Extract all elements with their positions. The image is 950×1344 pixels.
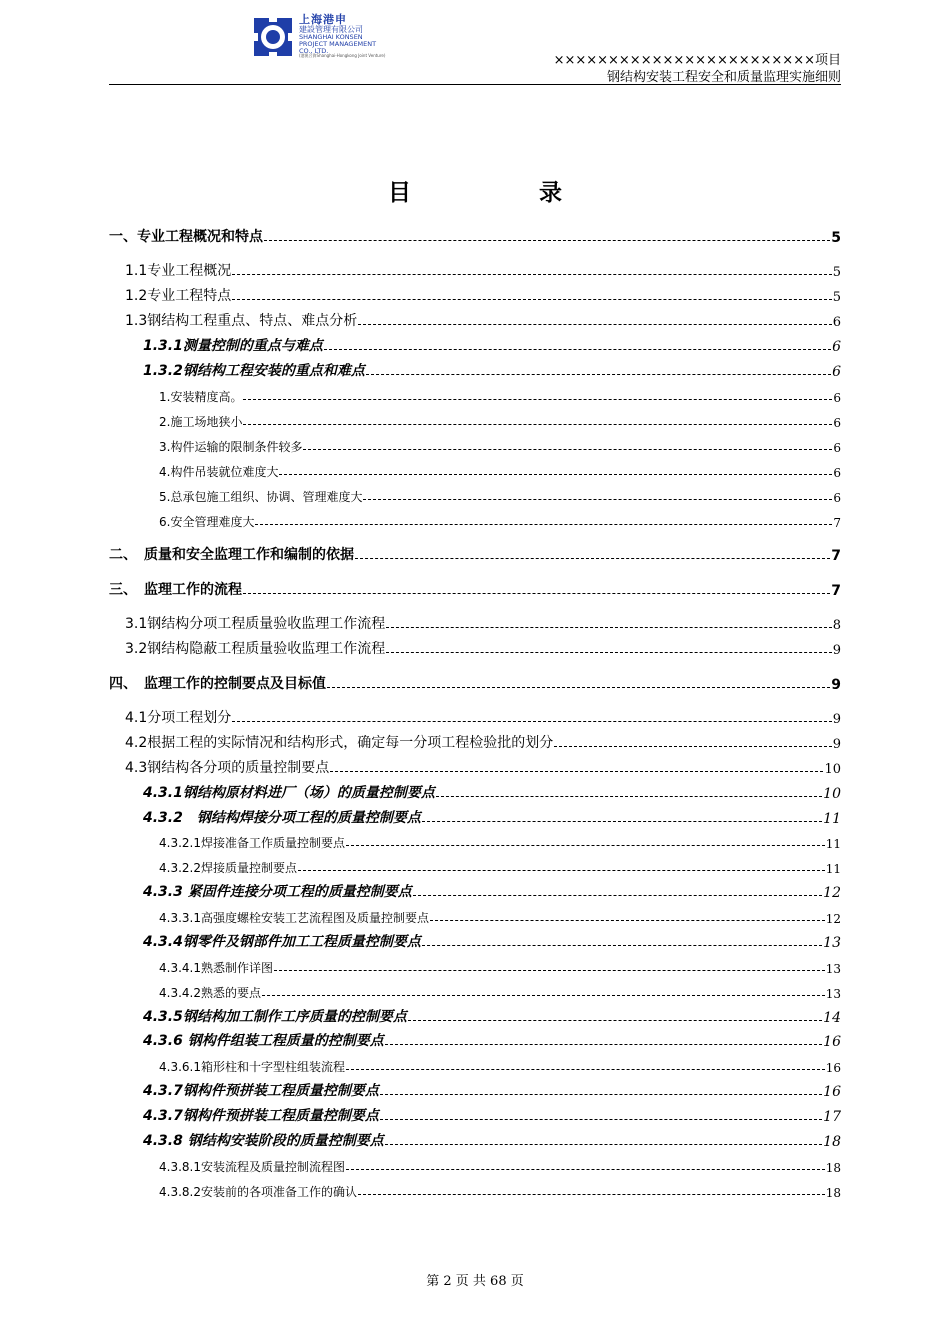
toc-entry[interactable]: [109, 1004, 841, 1026]
toc-entry-leader: [255, 524, 832, 525]
toc-entry-leader: [358, 1194, 825, 1195]
toc-entry[interactable]: [109, 671, 841, 693]
toc-title: 目 录: [387, 180, 622, 206]
toc-entry-page: 12: [825, 912, 841, 926]
page-footer: 第 2 页 共 68 页: [426, 1274, 524, 1289]
toc-entry-leader: [386, 652, 831, 653]
toc-entry-title: 4.1分项工程划分: [125, 710, 232, 726]
toc-entry-title: 4.3.1钢结构原材料进厂（场）的质量控制要点: [143, 785, 435, 801]
toc-entry-leader: [380, 1119, 822, 1120]
toc-entry-title: 4.3.8 钢结构安装阶段的质量控制要点: [143, 1133, 384, 1149]
toc-entry-title: 1.3.2钢结构工程安装的重点和难点: [143, 363, 365, 379]
toc-entry-leader: [243, 399, 832, 400]
toc-entry-title: 1.3钢结构工程重点、特点、难点分析: [125, 313, 358, 329]
toc-entry-title: 4.3.2.1焊接准备工作质量控制要点: [159, 836, 345, 850]
toc-entry-leader: [413, 895, 822, 896]
toc-entry-leader: [385, 1144, 822, 1145]
toc-entry-leader: [358, 324, 831, 325]
toc-entry[interactable]: [109, 1078, 841, 1100]
toc-entry-title: 4.3.6 钢构件组装工程质量的控制要点: [143, 1033, 384, 1049]
toc-entry-page: 18: [823, 1134, 841, 1150]
toc-entry[interactable]: [109, 1128, 841, 1150]
toc-entry-leader: [243, 424, 832, 425]
toc-entry-page: 5: [832, 290, 841, 305]
toc-entry-title: 2.施工场地狭小: [159, 415, 243, 429]
toc-entry-title: 1.安装精度高。: [159, 390, 243, 404]
toc-entry-leader: [380, 1094, 822, 1095]
toc-entry-leader: [303, 449, 832, 450]
toc-entry[interactable]: [109, 1178, 841, 1200]
toc-entry[interactable]: [109, 929, 841, 951]
toc-entry-page: 18: [825, 1161, 841, 1175]
toc-entry[interactable]: [109, 829, 841, 851]
header-project-line: ××××××××××××××××××××××××项目: [553, 53, 841, 68]
toc-entry-title: 4.3.7钢构件预拼装工程质量控制要点: [143, 1083, 379, 1099]
header-doc-title: 钢结构安装工程安全和质量监理实施细则: [606, 70, 841, 85]
toc-entry-page: 6: [833, 491, 841, 505]
company-logo-icon: [252, 16, 294, 58]
toc-entry-leader: [232, 274, 831, 275]
toc-entry-page: 6: [833, 416, 841, 430]
toc-entry-page: 7: [831, 583, 841, 599]
toc-entry[interactable]: [109, 258, 841, 280]
toc-entry-page: 11: [823, 811, 841, 827]
toc-entry-title: 4.3.5钢结构加工制作工序质量的控制要点: [143, 1009, 407, 1025]
logo-company-cn: 上海港申: [299, 13, 347, 26]
toc-entry-leader: [386, 627, 831, 628]
toc-entry-page: 6: [832, 339, 841, 355]
toc-entry[interactable]: [109, 224, 841, 246]
toc-entry[interactable]: [109, 1103, 841, 1125]
logo-company-cn-sub: 建設管理有限公司: [299, 24, 363, 34]
toc-entry-page: 13: [823, 935, 841, 951]
toc-entry-leader: [279, 474, 832, 475]
toc-entry-title: 1.3.1测量控制的重点与难点: [143, 338, 323, 354]
company-logo-text: [299, 14, 385, 59]
toc-entry-page: 6: [833, 466, 841, 480]
toc-entry-page: 10: [824, 762, 841, 777]
toc-entry-title: 4.3.8.2安装前的各项准备工作的确认: [159, 1185, 357, 1199]
toc-entry-leader: [363, 499, 832, 500]
toc-entry-title: 4.3.7钢构件预拼装工程质量控制要点: [143, 1108, 379, 1124]
toc-entry-page: 10: [823, 786, 841, 802]
toc-entry-title: 三、 监理工作的流程: [109, 582, 242, 598]
toc-entry[interactable]: [109, 705, 841, 727]
toc-entry-page: 5: [832, 265, 841, 280]
toc-entry-leader: [346, 1069, 825, 1070]
toc-entry[interactable]: [109, 854, 841, 876]
toc-entry[interactable]: [109, 1153, 841, 1175]
toc-entry-leader: [554, 746, 831, 747]
toc-entry-leader: [385, 1044, 822, 1045]
toc-entry-page: 9: [832, 737, 841, 752]
toc-entry-title: 3.构件运输的限制条件较多: [159, 440, 303, 454]
toc-entry-title: 4.3.6.1箱形柱和十字型柱组装流程: [159, 1060, 345, 1074]
toc-entry-leader: [232, 299, 831, 300]
toc-entry-leader: [232, 721, 831, 722]
toc-entry-page: 5: [831, 230, 841, 246]
toc-entry-leader: [346, 1169, 825, 1170]
toc-entry-leader: [298, 870, 825, 871]
toc-entry-page: 6: [833, 391, 841, 405]
toc-entry[interactable]: [109, 308, 841, 330]
logo-company-en-3: CO., LTD.: [299, 46, 329, 55]
toc-entry[interactable]: [109, 483, 841, 505]
toc-entry-title: 二、 质量和安全监理工作和编制的依据: [109, 547, 354, 563]
toc-entry-title: 1.1专业工程概况: [125, 263, 232, 279]
toc-entry-title: 6.安全管理难度大: [159, 515, 255, 529]
toc-entry-title: 4.3.2.2焊接质量控制要点: [159, 861, 297, 875]
toc-entry[interactable]: [109, 780, 841, 802]
toc-entry[interactable]: [109, 408, 841, 430]
toc-entry-page: 11: [825, 837, 841, 851]
toc-entry-leader: [330, 771, 823, 772]
toc-entry-title: 四、 监理工作的控制要点及目标值: [109, 676, 326, 692]
toc-entry[interactable]: [109, 904, 841, 926]
toc-entry-leader: [422, 821, 822, 822]
toc-entry-leader: [408, 1020, 822, 1021]
toc-entry[interactable]: [109, 508, 841, 530]
header-divider: [109, 84, 841, 85]
toc-entry[interactable]: [109, 283, 841, 305]
toc-entry[interactable]: [109, 636, 841, 658]
toc-entry-leader: [264, 240, 830, 241]
toc-entry-leader: [243, 593, 830, 594]
logo-company-en-note: (港澳合資Shanghai-Hongkong Joint Venture): [299, 53, 386, 59]
toc-entry-page: 17: [823, 1109, 841, 1125]
toc-entry-leader: [422, 945, 822, 946]
toc-entry-title: 4.3.4.2熟悉的要点: [159, 986, 261, 1000]
toc-entry-leader: [430, 920, 825, 921]
toc-entry[interactable]: [109, 879, 841, 901]
toc-entry[interactable]: [109, 730, 841, 752]
toc-entry-title: 4.构件吊装就位难度大: [159, 465, 279, 479]
toc-entry[interactable]: [109, 458, 841, 480]
toc-entry-title: 4.3钢结构各分项的质量控制要点: [125, 760, 330, 776]
toc-entry-leader: [327, 687, 830, 688]
toc-entry-title: 3.1钢结构分项工程质量验收监理工作流程: [125, 616, 386, 632]
toc-entry[interactable]: [109, 577, 841, 599]
toc-entry-page: 9: [832, 712, 841, 727]
toc-entry-leader: [274, 970, 825, 971]
toc-entry[interactable]: [109, 358, 841, 380]
toc-entry-page: 13: [825, 987, 841, 1001]
toc-entry-title: 4.3.4钢零件及钢部件加工工程质量控制要点: [143, 934, 421, 950]
toc-entry[interactable]: [109, 611, 841, 633]
toc-entry-title: 4.3.3 紧固件连接分项工程的质量控制要点: [143, 884, 412, 900]
toc-entry-page: 13: [825, 962, 841, 976]
toc-entry-page: 18: [825, 1186, 841, 1200]
toc-entry-page: 6: [833, 441, 841, 455]
toc-entry-title: 4.3.2 钢结构焊接分项工程的质量控制要点: [143, 810, 421, 826]
toc-entry-leader: [366, 374, 831, 375]
toc-entry-leader: [324, 349, 831, 350]
toc-entry-leader: [346, 845, 825, 846]
logo-company-en-2: PROJECT MANAGEMENT: [299, 39, 377, 48]
toc-entry[interactable]: [109, 954, 841, 976]
toc-entry[interactable]: [109, 1053, 841, 1075]
toc-entry[interactable]: [109, 979, 841, 1001]
toc-entry-title: 5.总承包施工组织、协调、管理难度大: [159, 490, 363, 504]
toc-entry[interactable]: [109, 333, 841, 355]
toc-entry-page: 9: [832, 643, 841, 658]
toc-entry[interactable]: [109, 1028, 841, 1050]
toc-entry-title: 1.2专业工程特点: [125, 288, 232, 304]
toc-entry[interactable]: [109, 755, 841, 777]
toc-entry-page: 9: [831, 677, 841, 693]
toc-entry-title: 4.2根据工程的实际情况和结构形式，确定每一分项工程检验批的划分: [125, 735, 554, 751]
toc-entry-leader: [262, 995, 825, 996]
toc-entry[interactable]: [109, 383, 841, 405]
toc-entry-page: 16: [825, 1061, 841, 1075]
toc-entry-page: 6: [832, 315, 841, 330]
toc-entry-title: 4.3.8.1安装流程及质量控制流程图: [159, 1160, 345, 1174]
toc-entry-page: 6: [832, 364, 841, 380]
toc-entry-title: 3.2钢结构隐蔽工程质量验收监理工作流程: [125, 641, 386, 657]
toc-entry-page: 11: [825, 862, 841, 876]
toc-entry[interactable]: [109, 542, 841, 564]
toc-entry-page: 8: [832, 618, 841, 633]
toc-entry-page: 7: [831, 548, 841, 564]
toc-entry-title: 一、专业工程概况和特点: [109, 229, 263, 245]
toc-entry[interactable]: [109, 805, 841, 827]
toc-entry-page: 12: [823, 885, 841, 901]
toc-entry-page: 7: [833, 516, 841, 530]
toc-entry-title: 4.3.3.1高强度螺栓安装工艺流程图及质量控制要点: [159, 911, 429, 925]
toc-entry-leader: [355, 558, 830, 559]
toc-entry-page: 14: [823, 1010, 841, 1026]
toc-entry[interactable]: [109, 433, 841, 455]
logo-company-en-1: SHANGHAI KONSEN: [299, 32, 363, 41]
company-logo: [252, 14, 412, 64]
toc-entry-page: 16: [823, 1084, 841, 1100]
toc-entry-leader: [436, 796, 822, 797]
toc-entry-page: 16: [823, 1034, 841, 1050]
toc-entry-title: 4.3.4.1熟悉制作详图: [159, 961, 273, 975]
